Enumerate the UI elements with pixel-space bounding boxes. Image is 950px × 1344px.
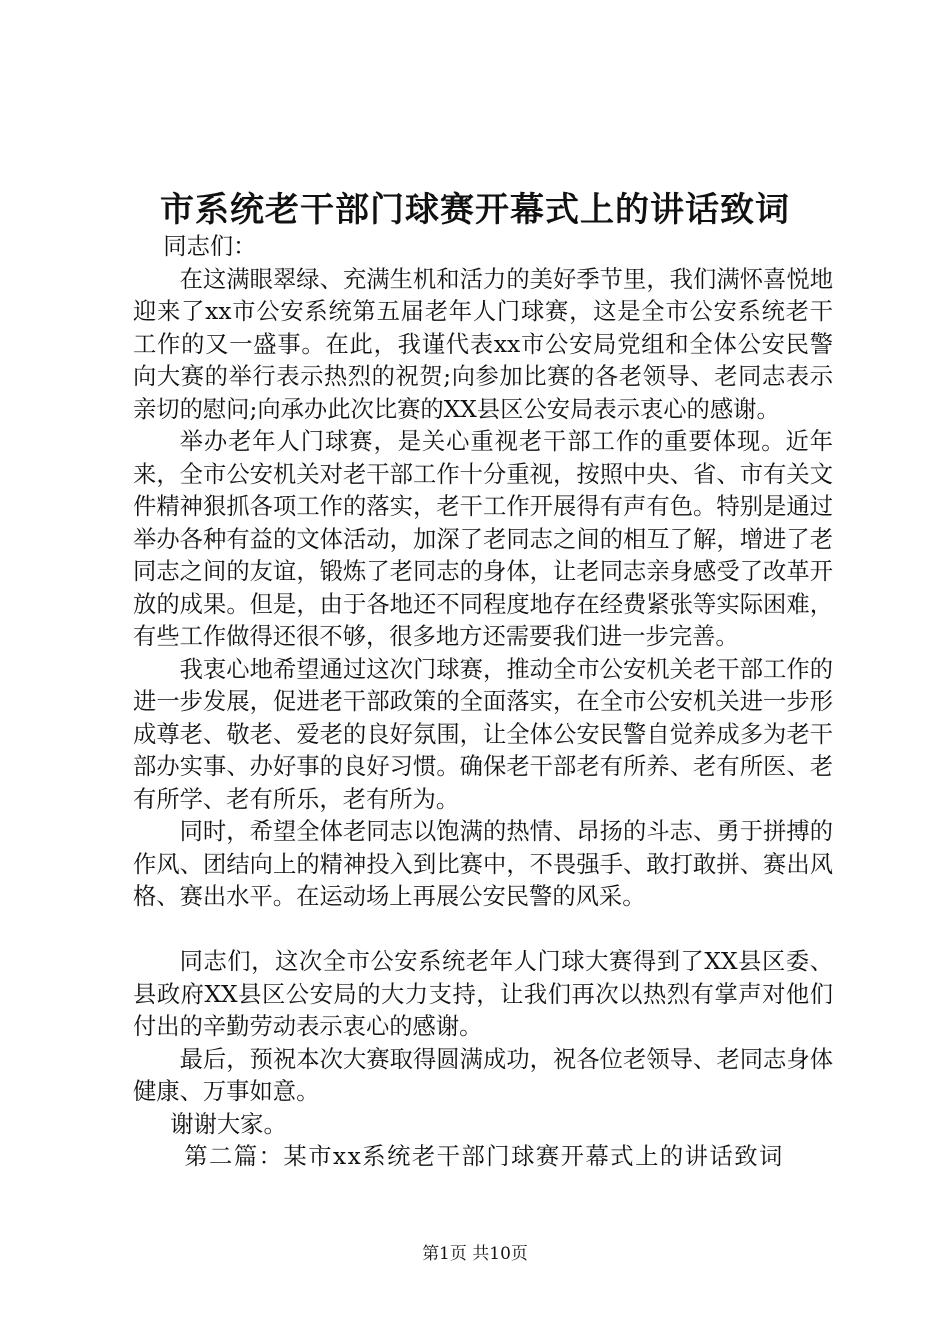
paragraph-5: 同志们，这次全市公安系统老年人门球大赛得到了XX县区委、县政府XX县区公安局的大力支持，让我们再次以热烈有掌声对他们付出的辛勤劳动表示衷心的感谢。 — [133, 948, 833, 1040]
page-footer: 第1页 共10页 — [422, 1244, 528, 1264]
paragraph-4: 同时，希望全体老同志以饱满的热情、昂扬的斗志、勇于拼搏的作风、团结向上的精神投入到比赛中，不畏强手、敢打敢拼、赛出风格、赛出水平。在运动场上再展公安民警的风采。 — [133, 818, 833, 910]
blank-line — [133, 914, 833, 947]
salutation: 同志们： — [163, 233, 257, 260]
closing-line: 谢谢大家。 — [170, 1110, 287, 1138]
paragraph-3: 我衷心地希望通过这次门球赛，推动全市公安机关老干部工作的进一步发展，促进老干部政策的全面落实，在全市公安机关进一步形成尊老、敬老、爱老的良好氛围，让全体公安民警自觉养成多为老干部办实事、办好事的良好习惯。确保老干部老有所养、老有所医、老有所学、老有所乐，老有所为。 — [133, 655, 833, 813]
document-title: 市系统老干部门球赛开幕式上的讲话致词 — [160, 190, 790, 230]
paragraph-6: 最后，预祝本次大赛取得圆满成功，祝各位老领导、老同志身体健康、万事如意。 — [133, 1045, 833, 1105]
paragraph-1: 在这满眼翠绿、充满生机和活力的美好季节里，我们满怀喜悦地迎来了xx市公安系统第五届老年人门球赛，这是全市公安系统老干工作的又一盛事。在此，我谨代表xx市公安局党组和全体公安民警向大赛的举行表示热烈的祝贺;向参加比赛的各老领导、老同志表示亲切的慰问;向承办此次比赛的XX县区公安局表示衷心的感谢。 — [133, 265, 833, 423]
document-body — [133, 231, 833, 1174]
paragraph-2: 举办老年人门球赛，是关心重视老干部工作的重要体现。近年来，全市公安机关对老干部工作十分重视，按照中央、省、市有关文件精神狠抓各项工作的落实，老干工作开展得有声有色。特别是通过举办各种有益的文体活动，加深了老同志之间的相互了解，增进了老同志之间的友谊，锻炼了老同志的身体，让老同志亲身感受了改革开放的成果。但是，由于各地还不同程度地存在经费紧张等实际困难，有些工作做得还很不够，很多地方还需要我们进一步完善。 — [133, 428, 833, 650]
second-section-title: 第二篇：某市xx系统老干部门球赛开幕式上的讲话致词 — [184, 1143, 784, 1170]
